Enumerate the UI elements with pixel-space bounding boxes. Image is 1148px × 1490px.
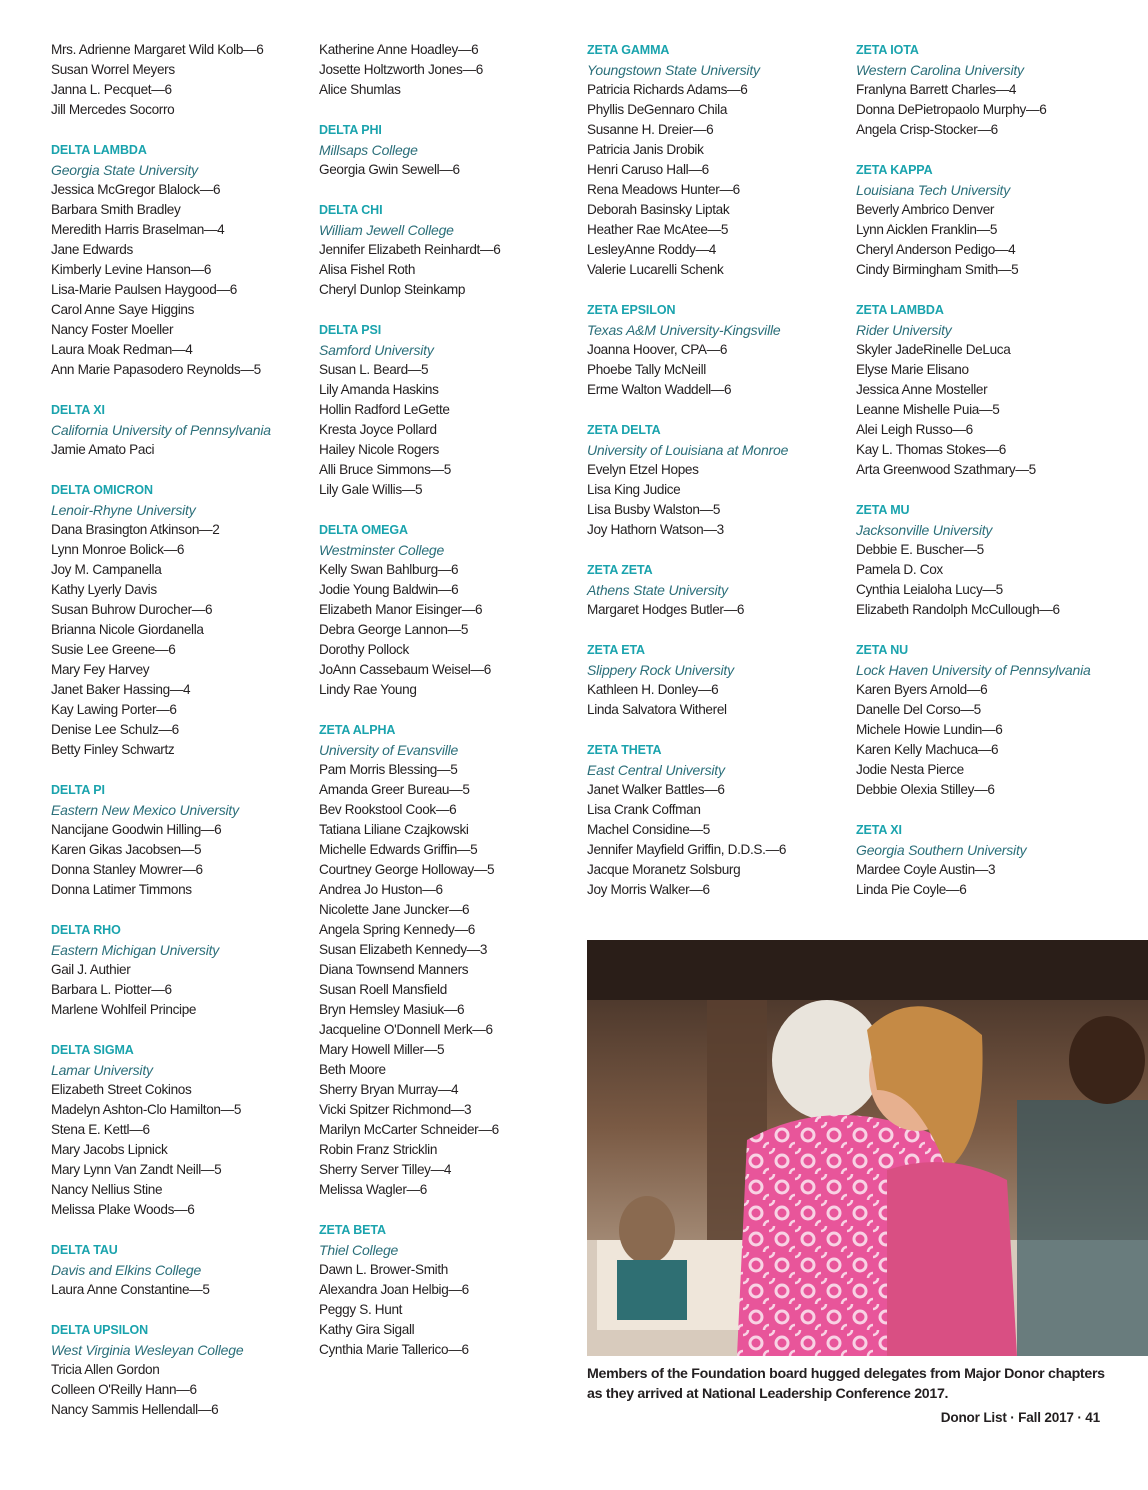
donor-name: Susanne H. Dreier—6 xyxy=(587,122,714,137)
donor-name: Phyllis DeGennaro Chila xyxy=(587,102,728,117)
donor-name: Susan Elizabeth Kennedy—3 xyxy=(319,942,488,957)
donor-name: Jennifer Elizabeth Reinhardt—6 xyxy=(319,242,501,257)
donor-name: Mrs. Adrienne Margaret Wild Kolb—6 xyxy=(51,42,264,57)
donor-name: Karen Kelly Machuca—6 xyxy=(856,742,999,757)
donor-name: Lisa King Judice xyxy=(587,482,681,497)
donor-name: Jessica McGregor Blalock—6 xyxy=(51,182,221,197)
donor-name: Jodie Young Baldwin—6 xyxy=(319,582,459,597)
donor-name: Kathy Lyerly Davis xyxy=(51,582,157,597)
donor-name: Phoebe Tally McNeill xyxy=(587,362,706,377)
donor-name: Angela Crisp-Stocker—6 xyxy=(856,122,998,137)
school-name: Youngstown State University xyxy=(587,62,760,78)
chapter-name: DELTA LAMBDA xyxy=(51,143,147,157)
donor-name: Stena E. Kettl—6 xyxy=(51,1122,150,1137)
chapter-name: DELTA PI xyxy=(51,783,105,797)
donor-name: Nancy Sammis Hellendall—6 xyxy=(51,1402,219,1417)
donor-name: Alice Shumlas xyxy=(319,82,401,97)
chapter-name: DELTA RHO xyxy=(51,923,121,937)
chapter-group xyxy=(856,640,1118,800)
chapter-group xyxy=(587,300,849,400)
donor-name: Cheryl Anderson Pedigo—4 xyxy=(856,242,1016,257)
donor-name: Katherine Anne Hoadley—6 xyxy=(319,42,479,57)
page-footer: Donor List · Fall 2017 · 41 xyxy=(940,1410,1100,1425)
donor-name: Josette Holtzworth Jones—6 xyxy=(319,62,483,77)
chapter-name: ZETA GAMMA xyxy=(587,43,670,57)
donor-name: Lynn Monroe Bolick—6 xyxy=(51,542,185,557)
donor-name: Alli Bruce Simmons—5 xyxy=(319,462,451,477)
school-name: Eastern Michigan University xyxy=(51,942,220,958)
donor-name: Joanna Hoover, CPA—6 xyxy=(587,342,728,357)
donor-name: Kimberly Levine Hanson—6 xyxy=(51,262,212,277)
chapter-group xyxy=(319,720,581,1200)
donor-name: Vicki Spitzer Richmond—3 xyxy=(319,1102,472,1117)
donor-name: Jill Mercedes Socorro xyxy=(51,102,175,117)
donor-name: Dorothy Pollock xyxy=(319,642,409,657)
donor-name: Michelle Edwards Griffin—5 xyxy=(319,842,478,857)
donor-name: Jodie Nesta Pierce xyxy=(856,762,964,777)
chapter-group xyxy=(856,300,1118,480)
chapter-group xyxy=(856,500,1118,620)
donor-name: Courtney George Holloway—5 xyxy=(319,862,495,877)
donor-name: Jamie Amato Paci xyxy=(51,442,155,457)
donor-name: Lynn Aicklen Franklin—5 xyxy=(856,222,998,237)
school-name: California University of Pennsylvania xyxy=(51,422,271,438)
chapter-group xyxy=(51,780,313,900)
donor-name: Marlene Wohlfeil Principe xyxy=(51,1002,197,1017)
donor-name: Karen Gikas Jacobsen—5 xyxy=(51,842,202,857)
donor-name: Marilyn McCarter Schneider—6 xyxy=(319,1122,499,1137)
chapter-name: DELTA PHI xyxy=(319,123,382,137)
school-name: University of Evansville xyxy=(319,742,459,758)
donor-name: Elizabeth Street Cokinos xyxy=(51,1082,192,1097)
school-name: University of Louisiana at Monroe xyxy=(587,442,789,458)
chapter-name: DELTA SIGMA xyxy=(51,1043,134,1057)
donor-name: Kathleen H. Donley—6 xyxy=(587,682,719,697)
chapter-group xyxy=(51,1040,313,1220)
chapter-name: DELTA CHI xyxy=(319,203,383,217)
chapter-group xyxy=(319,120,581,180)
donor-name: Mary Howell Miller—5 xyxy=(319,1042,445,1057)
school-name: East Central University xyxy=(587,762,725,778)
donor-name: Alexandra Joan Helbig—6 xyxy=(319,1282,469,1297)
donor-name: Jacqueline O'Donnell Merk—6 xyxy=(319,1022,493,1037)
donor-name: Elizabeth Manor Eisinger—6 xyxy=(319,602,483,617)
chapter-group xyxy=(856,820,1118,900)
chapter-group xyxy=(587,420,849,540)
donor-name: Arta Greenwood Szathmary—5 xyxy=(856,462,1036,477)
donor-name: Mary Lynn Van Zandt Neill—5 xyxy=(51,1162,222,1177)
chapter-group xyxy=(51,40,313,120)
donor-name: Nancy Nellius Stine xyxy=(51,1182,163,1197)
donor-name: Georgia Gwin Sewell—6 xyxy=(319,162,460,177)
donor-name: Betty Finley Schwartz xyxy=(51,742,175,757)
chapter-group xyxy=(51,480,313,760)
donor-name: Joy Morris Walker—6 xyxy=(587,882,710,897)
donor-name: Barbara L. Piotter—6 xyxy=(51,982,172,997)
donor-name: LesleyAnne Roddy—4 xyxy=(587,242,716,257)
chapter-group xyxy=(856,160,1118,280)
donor-name: Donna Latimer Timmons xyxy=(51,882,192,897)
donor-name: Sherry Server Tilley—4 xyxy=(319,1162,452,1177)
column-4 xyxy=(856,40,1118,920)
donor-name: Sherry Bryan Murray—4 xyxy=(319,1082,459,1097)
donor-name: Beverly Ambrico Denver xyxy=(856,202,995,217)
photo-foundation-board-hug xyxy=(587,940,1148,1356)
donor-name: Deborah Basinsky Liptak xyxy=(587,202,730,217)
donor-name: Susan Worrel Meyers xyxy=(51,62,175,77)
donor-name: Tatiana Liliane Czajkowski xyxy=(319,822,469,837)
school-name: Louisiana Tech University xyxy=(856,182,1011,198)
donor-name: Joy Hathorn Watson—3 xyxy=(587,522,724,537)
donor-name: Nancy Foster Moeller xyxy=(51,322,174,337)
donor-name: Jane Edwards xyxy=(51,242,133,257)
chapter-name: ZETA THETA xyxy=(587,743,662,757)
donor-name: Beth Moore xyxy=(319,1062,386,1077)
donor-name: Alisa Fishel Roth xyxy=(319,262,416,277)
donor-name: Angela Spring Kennedy—6 xyxy=(319,922,475,937)
donor-name: Margaret Hodges Butler—6 xyxy=(587,602,745,617)
chapter-group xyxy=(319,520,581,700)
donor-name: Kresta Joyce Pollard xyxy=(319,422,437,437)
column-2 xyxy=(319,40,581,1380)
school-name: Slippery Rock University xyxy=(587,662,734,678)
chapter-group xyxy=(51,140,313,380)
donor-name: Dawn L. Brower-Smith xyxy=(319,1262,448,1277)
school-name: William Jewell College xyxy=(319,222,454,238)
chapter-name: ZETA BETA xyxy=(319,1223,386,1237)
donor-name: Mary Jacobs Lipnick xyxy=(51,1142,168,1157)
donor-name: Tricia Allen Gordon xyxy=(51,1362,160,1377)
chapter-name: ZETA ETA xyxy=(587,643,645,657)
donor-name: Skyler JadeRinelle DeLuca xyxy=(856,342,1011,357)
column-1 xyxy=(51,40,313,1440)
chapter-name: ZETA KAPPA xyxy=(856,163,933,177)
chapter-group xyxy=(319,40,581,100)
donor-name: Cynthia Marie Tallerico—6 xyxy=(319,1342,469,1357)
donor-name: Karen Byers Arnold—6 xyxy=(856,682,988,697)
donor-name: Machel Considine—5 xyxy=(587,822,710,837)
donor-name: Jennifer Mayfield Griffin, D.D.S.—6 xyxy=(587,842,787,857)
donor-name: Evelyn Etzel Hopes xyxy=(587,462,699,477)
chapter-name: ZETA ALPHA xyxy=(319,723,396,737)
school-name: Georgia Southern University xyxy=(856,842,1027,858)
donor-name: Madelyn Ashton-Clo Hamilton—5 xyxy=(51,1102,242,1117)
donor-name: Valerie Lucarelli Schenk xyxy=(587,262,724,277)
donor-name: Janna L. Pecquet—6 xyxy=(51,82,172,97)
donor-name: Bryn Hemsley Masiuk—6 xyxy=(319,1002,465,1017)
school-name: Lock Haven University of Pennsylvania xyxy=(856,662,1091,678)
donor-name: Danelle Del Corso—5 xyxy=(856,702,981,717)
chapter-name: DELTA OMEGA xyxy=(319,523,408,537)
donor-name: Laura Anne Constantine—5 xyxy=(51,1282,210,1297)
donor-name: Henri Caruso Hall—6 xyxy=(587,162,709,177)
chapter-name: ZETA NU xyxy=(856,643,909,657)
donor-name: Debbie E. Buscher—5 xyxy=(856,542,984,557)
school-name: Lamar University xyxy=(51,1062,153,1078)
donor-name: Robin Franz Stricklin xyxy=(319,1142,438,1157)
donor-name: Hailey Nicole Rogers xyxy=(319,442,439,457)
chapter-group xyxy=(51,1240,313,1300)
donor-name: Brianna Nicole Giordanella xyxy=(51,622,204,637)
school-name: Rider University xyxy=(856,322,952,338)
chapter-name: ZETA EPSILON xyxy=(587,303,676,317)
school-name: Jacksonville University xyxy=(856,522,993,538)
donor-name: Melissa Plake Woods—6 xyxy=(51,1202,195,1217)
donor-name: Donna Stanley Mowrer—6 xyxy=(51,862,203,877)
donor-name: Lily Amanda Haskins xyxy=(319,382,439,397)
donor-name: Debbie Olexia Stilley—6 xyxy=(856,782,995,797)
donor-name: Kay Lawing Porter—6 xyxy=(51,702,177,717)
chapter-name: DELTA TAU xyxy=(51,1243,118,1257)
donor-name: Laura Moak Redman—4 xyxy=(51,342,193,357)
donor-name: Alei Leigh Russo—6 xyxy=(856,422,973,437)
donor-name: Hollin Radford LeGette xyxy=(319,402,450,417)
donor-name: Linda Salvatora Witherel xyxy=(587,702,727,717)
chapter-group xyxy=(51,400,313,460)
donor-name: Kathy Gira Sigall xyxy=(319,1322,415,1337)
donor-name: Jacque Moranetz Solsburg xyxy=(587,862,741,877)
chapter-group xyxy=(587,740,849,900)
school-name: Georgia State University xyxy=(51,162,198,178)
donor-name: Lisa Busby Walston—5 xyxy=(587,502,721,517)
school-name: Samford University xyxy=(319,342,434,358)
donor-name: Mardee Coyle Austin—3 xyxy=(856,862,996,877)
chapter-group xyxy=(51,920,313,1020)
donor-name: Patricia Richards Adams—6 xyxy=(587,82,748,97)
donor-name: Gail J. Authier xyxy=(51,962,131,977)
donor-name: Linda Pie Coyle—6 xyxy=(856,882,967,897)
donor-name: Denise Lee Schulz—6 xyxy=(51,722,179,737)
school-name: Davis and Elkins College xyxy=(51,1262,202,1278)
donor-name: Kay L. Thomas Stokes—6 xyxy=(856,442,1006,457)
chapter-name: ZETA MU xyxy=(856,503,910,517)
school-name: Thiel College xyxy=(319,1242,399,1258)
chapter-group xyxy=(319,320,581,500)
chapter-name: ZETA DELTA xyxy=(587,423,661,437)
donor-name: Donna DePietropaolo Murphy—6 xyxy=(856,102,1047,117)
school-name: Texas A&M University-Kingsville xyxy=(587,322,781,338)
chapter-name: ZETA IOTA xyxy=(856,43,919,57)
donor-name: Amanda Greer Bureau—5 xyxy=(319,782,470,797)
donor-name: Kelly Swan Bahlburg—6 xyxy=(319,562,459,577)
school-name: West Virginia Wesleyan College xyxy=(51,1342,244,1358)
chapter-name: ZETA ZETA xyxy=(587,563,653,577)
donor-name: Jessica Anne Mosteller xyxy=(856,382,988,397)
donor-name: Nancijane Goodwin Hilling—6 xyxy=(51,822,222,837)
donor-name: Carol Anne Saye Higgins xyxy=(51,302,195,317)
chapter-name: ZETA XI xyxy=(856,823,902,837)
donor-name: Peggy S. Hunt xyxy=(319,1302,403,1317)
chapter-group xyxy=(587,560,849,620)
school-name: Western Carolina University xyxy=(856,62,1024,78)
donor-name: Michele Howie Lundin—6 xyxy=(856,722,1003,737)
donor-name: Joy M. Campanella xyxy=(51,562,162,577)
donor-name: Franlyna Barrett Charles—4 xyxy=(856,82,1017,97)
donor-name: Barbara Smith Bradley xyxy=(51,202,181,217)
donor-name: Patricia Janis Drobik xyxy=(587,142,704,157)
donor-name: Leanne Mishelle Puia—5 xyxy=(856,402,1000,417)
donor-name: Diana Townsend Manners xyxy=(319,962,469,977)
chapter-group xyxy=(856,40,1118,140)
donor-name: Colleen O'Reilly Hann—6 xyxy=(51,1382,197,1397)
donor-name: Ann Marie Papasodero Reynolds—5 xyxy=(51,362,261,377)
donor-name: Lisa Crank Coffman xyxy=(587,802,701,817)
donor-name: Susie Lee Greene—6 xyxy=(51,642,176,657)
chapter-name: DELTA OMICRON xyxy=(51,483,153,497)
donor-name: Pam Morris Blessing—5 xyxy=(319,762,458,777)
donor-name: Elizabeth Randolph McCullough—6 xyxy=(856,602,1060,617)
donor-name: Lily Gale Willis—5 xyxy=(319,482,423,497)
chapter-group xyxy=(319,1220,581,1360)
donor-name: Nicolette Jane Juncker—6 xyxy=(319,902,470,917)
donor-name: Cheryl Dunlop Steinkamp xyxy=(319,282,466,297)
donor-name: JoAnn Cassebaum Weisel—6 xyxy=(319,662,491,677)
donor-name: Janet Baker Hassing—4 xyxy=(51,682,191,697)
donor-name: Janet Walker Battles—6 xyxy=(587,782,725,797)
donor-name: Bev Rookstool Cook—6 xyxy=(319,802,457,817)
column-3 xyxy=(587,40,849,920)
donor-name: Susan Buhrow Durocher—6 xyxy=(51,602,213,617)
donor-name: Cynthia Leialoha Lucy—5 xyxy=(856,582,1003,597)
donor-name: Lisa-Marie Paulsen Haygood—6 xyxy=(51,282,237,297)
donor-name: Andrea Jo Huston—6 xyxy=(319,882,443,897)
chapter-name: ZETA LAMBDA xyxy=(856,303,944,317)
chapter-group xyxy=(587,640,849,720)
donor-name: Melissa Wagler—6 xyxy=(319,1182,427,1197)
chapter-name: DELTA UPSILON xyxy=(51,1323,149,1337)
donor-name: Erme Walton Waddell—6 xyxy=(587,382,732,397)
donor-name: Rena Meadows Hunter—6 xyxy=(587,182,740,197)
chapter-group xyxy=(587,40,849,280)
photo-caption: Members of the Foundation board hugged delegates from Major Donor chapters as they arrived at National Leadership Conference 2017. xyxy=(587,1366,1105,1402)
chapter-name: DELTA XI xyxy=(51,403,105,417)
donor-name: Lindy Rae Young xyxy=(319,682,417,697)
chapter-name: DELTA PSI xyxy=(319,323,382,337)
chapter-group xyxy=(319,200,581,300)
donor-name: Heather Rae McAtee—5 xyxy=(587,222,729,237)
donor-name: Debra George Lannon—5 xyxy=(319,622,469,637)
school-name: Westminster College xyxy=(319,542,445,558)
donor-name: Dana Brasington Atkinson—2 xyxy=(51,522,220,537)
school-name: Eastern New Mexico University xyxy=(51,802,239,818)
donor-name: Pamela D. Cox xyxy=(856,562,943,577)
school-name: Lenoir-Rhyne University xyxy=(51,502,196,518)
donor-name: Meredith Harris Braselman—4 xyxy=(51,222,225,237)
school-name: Millsaps College xyxy=(319,142,418,158)
donor-name: Cindy Birmingham Smith—5 xyxy=(856,262,1019,277)
chapter-group xyxy=(51,1320,313,1420)
donor-name: Susan Roell Mansfield xyxy=(319,982,447,997)
donor-name: Elyse Marie Elisano xyxy=(856,362,969,377)
school-name: Athens State University xyxy=(587,582,728,598)
donor-name: Susan L. Beard—5 xyxy=(319,362,429,377)
donor-name: Mary Fey Harvey xyxy=(51,662,150,677)
